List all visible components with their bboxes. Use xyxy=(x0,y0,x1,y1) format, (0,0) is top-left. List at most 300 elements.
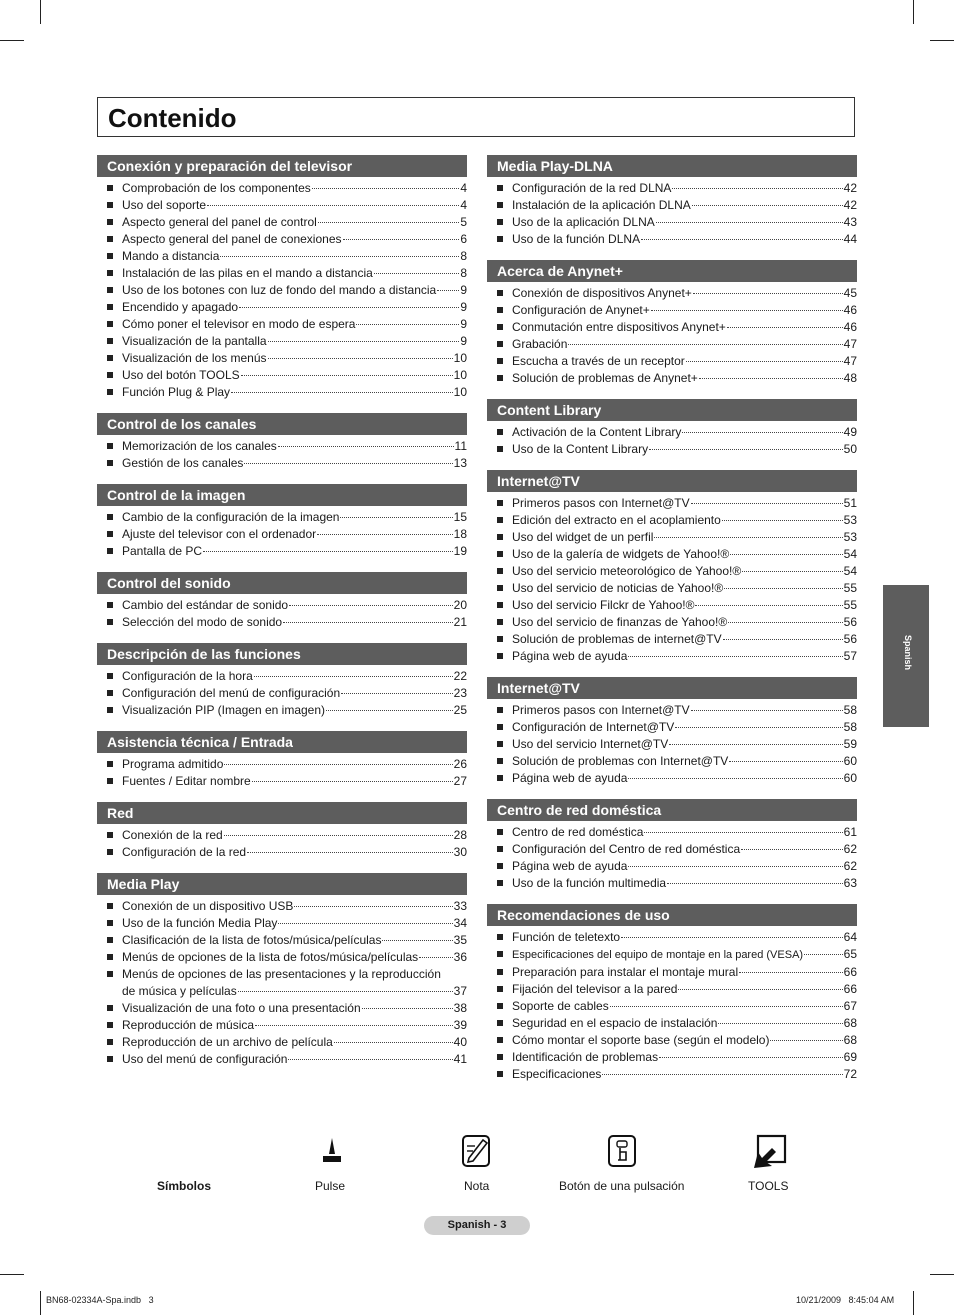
toc-section xyxy=(97,413,467,472)
toc-section xyxy=(487,677,857,787)
footer-file-name: BN68-02334A-Spa.indb 3 xyxy=(46,1295,154,1305)
toc-entry-label: Grabación xyxy=(512,337,568,351)
bullet-icon xyxy=(497,307,503,313)
dot-leader xyxy=(224,764,452,765)
toc-entry[interactable] xyxy=(97,966,467,983)
symbol-label: TOOLS xyxy=(748,1179,789,1193)
toc-entry-label: de música y películas xyxy=(122,984,237,998)
toc-entry[interactable] xyxy=(97,844,467,861)
toc-entry-page: 67 xyxy=(843,999,857,1013)
side-tab-label: Spanish xyxy=(903,635,913,671)
dot-leader xyxy=(654,537,842,538)
section-heading: Descripción de las funciones xyxy=(97,643,467,665)
toc-entry-label: Uso de la función DLNA xyxy=(512,232,641,246)
dot-leader xyxy=(341,693,453,694)
toc-item-list xyxy=(487,421,857,458)
toc-entry-page: 15 xyxy=(453,510,467,524)
dot-leader xyxy=(343,239,460,240)
toc-item-list xyxy=(487,926,857,1083)
toc-entry[interactable] xyxy=(97,756,467,773)
bullet-icon xyxy=(497,358,503,364)
toc-entry[interactable] xyxy=(487,964,857,981)
toc-entry[interactable] xyxy=(97,1017,467,1034)
toc-entry[interactable] xyxy=(487,841,857,858)
dot-leader xyxy=(741,849,843,850)
toc-entry[interactable] xyxy=(487,770,857,787)
toc-entry-page: 66 xyxy=(843,965,857,979)
toc-entry-label: Ajuste del televisor con el ordenador xyxy=(122,527,317,541)
toc-entry[interactable] xyxy=(97,898,467,915)
section-heading: Centro de red doméstica xyxy=(487,799,857,821)
bullet-icon xyxy=(107,321,113,327)
toc-entry[interactable] xyxy=(97,1000,467,1017)
toc-entry-page: 47 xyxy=(843,354,857,368)
toc-entry-page: 55 xyxy=(843,598,857,612)
section-heading: Media Play-DLNA xyxy=(487,155,857,177)
toc-entry[interactable] xyxy=(487,197,857,214)
toc-entry-label: Programa admitido xyxy=(122,757,224,771)
dot-leader xyxy=(255,1025,453,1026)
bullet-icon xyxy=(497,185,503,191)
toc-item-list xyxy=(97,824,467,861)
crop-mark xyxy=(930,1274,954,1275)
toc-section xyxy=(487,155,857,248)
toc-entry-label: Configuración de Internet@TV xyxy=(512,720,675,734)
dot-leader xyxy=(288,1059,452,1060)
toc-entry-label: Conexión de un dispositivo USB xyxy=(122,899,294,913)
dot-leader xyxy=(268,341,460,342)
dot-leader xyxy=(722,520,843,521)
symbol-label: Pulse xyxy=(315,1179,346,1193)
toc-entry-page: 8 xyxy=(460,266,467,280)
toc-entry[interactable] xyxy=(487,824,857,841)
toc-entry[interactable] xyxy=(487,929,857,946)
dot-leader xyxy=(238,991,453,992)
bullet-icon xyxy=(107,236,113,242)
toc-entry[interactable] xyxy=(487,424,857,441)
toc-entry-page: 53 xyxy=(843,513,857,527)
toc-entry-page: 6 xyxy=(460,232,467,246)
toc-entry-label: Uso del servicio Internet@TV xyxy=(512,737,669,751)
toc-entry[interactable] xyxy=(97,668,467,685)
dot-leader xyxy=(699,378,843,379)
toc-entry[interactable] xyxy=(97,932,467,949)
toc-entry[interactable] xyxy=(487,648,857,665)
dot-leader xyxy=(610,1006,843,1007)
dot-leader xyxy=(254,676,453,677)
toc-entry-page: 45 xyxy=(843,286,857,300)
note-icon xyxy=(461,1134,493,1173)
toc-entry-page: 51 xyxy=(843,496,857,510)
toc-entry[interactable] xyxy=(97,316,467,333)
toc-entry[interactable] xyxy=(487,1066,857,1083)
toc-entry[interactable] xyxy=(97,614,467,631)
toc-entry[interactable] xyxy=(97,827,467,844)
toc-entry-label: Conmutación entre dispositivos Anynet+ xyxy=(512,320,726,334)
toc-entry[interactable] xyxy=(487,597,857,614)
section-heading: Recomendaciones de uso xyxy=(487,904,857,926)
toc-entry-label: Instalación de la aplicación DLNA xyxy=(512,198,691,212)
toc-entry[interactable] xyxy=(487,702,857,719)
toc-entry[interactable] xyxy=(97,1034,467,1051)
bullet-icon xyxy=(107,602,113,608)
toc-entry[interactable] xyxy=(487,736,857,753)
toc-entry[interactable] xyxy=(97,949,467,966)
toc-section xyxy=(97,572,467,631)
dot-leader xyxy=(682,432,842,433)
toc-entry-label: Preparación para instalar el montaje mural xyxy=(512,965,739,979)
bullet-icon xyxy=(107,920,113,926)
toc-entry[interactable] xyxy=(487,214,857,231)
bullet-icon xyxy=(497,1071,503,1077)
toc-entry-label: Uso del servicio meteorológico de Yahoo!® xyxy=(512,564,742,578)
bullet-icon xyxy=(497,619,503,625)
toc-item-list xyxy=(97,177,467,401)
toc-entry-page: 48 xyxy=(843,371,857,385)
dot-leader xyxy=(312,188,460,189)
toc-entry-continuation[interactable] xyxy=(97,983,467,1000)
toc-entry-label: Aspecto general del panel de conexiones xyxy=(122,232,342,246)
bullet-icon xyxy=(107,971,113,977)
toc-entry[interactable] xyxy=(487,875,857,892)
toc-entry-label: Uso del soporte xyxy=(122,198,207,212)
symbol-label: Nota xyxy=(464,1179,490,1193)
toc-entry[interactable] xyxy=(487,858,857,875)
toc-entry[interactable] xyxy=(97,685,467,702)
bullet-icon xyxy=(107,903,113,909)
toc-entry[interactable] xyxy=(487,631,857,648)
toc-entry[interactable] xyxy=(97,597,467,614)
toc-entry-page: 46 xyxy=(843,320,857,334)
toc-entry[interactable] xyxy=(487,614,857,631)
toc-entry-page: 21 xyxy=(453,615,467,629)
section-heading: Control de la imagen xyxy=(97,484,467,506)
toc-entry[interactable] xyxy=(487,441,857,458)
bullet-icon xyxy=(497,653,503,659)
bullet-icon xyxy=(497,969,503,975)
bullet-icon xyxy=(497,1037,503,1043)
bullet-icon xyxy=(107,287,113,293)
toc-entry[interactable] xyxy=(97,282,467,299)
toc-entry[interactable] xyxy=(97,384,467,401)
toc-entry-label: Solución de problemas de Anynet+ xyxy=(512,371,698,385)
toc-entry[interactable] xyxy=(97,773,467,790)
dot-leader xyxy=(641,239,843,240)
dot-leader xyxy=(244,463,452,464)
toc-entry-label: Página web de ayuda xyxy=(512,859,628,873)
toc-entry-label: Conexión de dispositivos Anynet+ xyxy=(512,286,692,300)
section-heading: Internet@TV xyxy=(487,470,857,492)
dot-leader xyxy=(728,622,842,623)
toc-entry-page: 66 xyxy=(843,982,857,996)
toc-item-list xyxy=(97,435,467,472)
crop-mark xyxy=(40,1291,41,1315)
section-heading: Acerca de Anynet+ xyxy=(487,260,857,282)
toc-entry-label: Configuración del menú de configuración xyxy=(122,686,341,700)
dot-leader xyxy=(730,554,842,555)
toc-entry-page: 10 xyxy=(453,351,467,365)
toc-entry[interactable] xyxy=(487,546,857,563)
toc-entry-page: 68 xyxy=(843,1016,857,1030)
toc-entry-label: Configuración de la red DLNA xyxy=(512,181,672,195)
toc-entry[interactable] xyxy=(487,302,857,319)
dot-leader xyxy=(239,307,459,308)
toc-entry[interactable] xyxy=(487,180,857,197)
dot-leader xyxy=(695,605,842,606)
toc-entry-page: 60 xyxy=(843,771,857,785)
toc-entry[interactable] xyxy=(487,285,857,302)
toc-entry[interactable] xyxy=(487,370,857,387)
toc-entry-label: Configuración de Anynet+ xyxy=(512,303,650,317)
bullet-icon xyxy=(107,1039,113,1045)
bullet-icon xyxy=(497,534,503,540)
toc-entry-page: 64 xyxy=(843,930,857,944)
toc-entry-page: 56 xyxy=(843,615,857,629)
dot-leader xyxy=(727,327,843,328)
toc-entry-page: 63 xyxy=(843,876,857,890)
dot-leader xyxy=(294,906,452,907)
toc-entry[interactable] xyxy=(487,946,857,964)
toc-entry-page: 9 xyxy=(460,283,467,297)
bullet-icon xyxy=(497,568,503,574)
toc-entry[interactable] xyxy=(97,214,467,231)
toc-entry[interactable] xyxy=(97,350,467,367)
toc-left-column xyxy=(97,155,467,1080)
toc-entry-label: Cambio del estándar de sonido xyxy=(122,598,289,612)
bullet-icon xyxy=(107,460,113,466)
bullet-icon xyxy=(497,934,503,940)
toc-entry-page: 11 xyxy=(454,439,467,453)
bullet-icon xyxy=(497,724,503,730)
bullet-icon xyxy=(497,758,503,764)
dot-leader xyxy=(672,188,842,189)
toc-entry-label: Mando a distancia xyxy=(122,249,220,263)
toc-item-list xyxy=(97,506,467,560)
bullet-icon xyxy=(497,1020,503,1026)
toc-entry-label: Fijación del televisor a la pared xyxy=(512,982,678,996)
bullet-icon xyxy=(497,1054,503,1060)
toc-entry-label: Centro de red doméstica xyxy=(512,825,644,839)
dot-leader xyxy=(649,449,843,450)
bullet-icon xyxy=(497,202,503,208)
toc-entry-page: 9 xyxy=(460,334,467,348)
bullet-icon xyxy=(107,548,113,554)
toc-section xyxy=(97,731,467,790)
dot-leader xyxy=(252,781,453,782)
toc-entry-label: Aspecto general del panel de control xyxy=(122,215,317,229)
toc-entry[interactable] xyxy=(97,248,467,265)
bullet-icon xyxy=(107,355,113,361)
toc-entry-page: 42 xyxy=(843,181,857,195)
dot-leader xyxy=(220,256,459,257)
dot-leader xyxy=(241,375,453,376)
toc-entry-label: Uso de la Content Library xyxy=(512,442,649,456)
bullet-icon xyxy=(107,849,113,855)
toc-entry[interactable] xyxy=(97,299,467,316)
toc-entry-page: 68 xyxy=(843,1033,857,1047)
toc-entry-label: Escucha a través de un receptor xyxy=(512,354,685,368)
toc-entry-label: Uso del servicio de finanzas de Yahoo!® xyxy=(512,615,728,629)
toc-section xyxy=(97,873,467,1068)
toc-entry-label: Encendido y apagado xyxy=(122,300,239,314)
toc-entry[interactable] xyxy=(97,915,467,932)
toc-entry-label: Uso del botón TOOLS xyxy=(122,368,240,382)
toc-entry[interactable] xyxy=(487,981,857,998)
toc-entry-page: 38 xyxy=(453,1001,467,1015)
toc-entry[interactable] xyxy=(487,998,857,1015)
bullet-icon xyxy=(497,517,503,523)
toc-entry-label: Especificaciones xyxy=(512,1067,602,1081)
bullet-icon xyxy=(107,954,113,960)
bullet-icon xyxy=(107,832,113,838)
toc-entry[interactable] xyxy=(97,455,467,472)
toc-entry-page: 28 xyxy=(453,828,467,842)
bullet-icon xyxy=(497,863,503,869)
toc-entry-label: Primeros pasos con Internet@TV xyxy=(512,703,690,717)
toc-entry[interactable] xyxy=(487,512,857,529)
toc-entry[interactable] xyxy=(487,753,857,770)
crop-mark xyxy=(0,40,24,41)
toc-entry-label: Soporte de cables xyxy=(512,999,609,1013)
toc-entry-label: Gestión de los canales xyxy=(122,456,244,470)
bullet-icon xyxy=(497,375,503,381)
toc-entry-label: Función de teletexto xyxy=(512,930,621,944)
toc-entry[interactable] xyxy=(97,333,467,350)
toc-entry[interactable] xyxy=(487,1032,857,1049)
toc-entry-label: Uso de la función multimedia xyxy=(512,876,667,890)
toc-entry-page: 10 xyxy=(453,385,467,399)
dot-leader xyxy=(268,358,453,359)
dot-leader xyxy=(318,222,460,223)
toc-entry[interactable] xyxy=(487,336,857,353)
toc-entry-page: 54 xyxy=(843,547,857,561)
toc-entry[interactable] xyxy=(97,197,467,214)
dot-leader xyxy=(628,778,842,779)
toc-entry-label: Reproducción de música xyxy=(122,1018,255,1032)
toc-entry[interactable] xyxy=(487,563,857,580)
title-box xyxy=(97,97,855,137)
dot-leader xyxy=(207,205,459,206)
toc-entry[interactable] xyxy=(97,231,467,248)
toc-entry-label: Configuración del Centro de red doméstica xyxy=(512,842,741,856)
bullet-icon xyxy=(107,619,113,625)
toc-entry-label: Solución de problemas de internet@TV xyxy=(512,632,722,646)
toc-entry-page: 58 xyxy=(843,703,857,717)
toc-entry[interactable] xyxy=(487,1015,857,1032)
bullet-icon xyxy=(107,270,113,276)
toc-entry-label: Cómo poner el televisor en modo de espera xyxy=(122,317,356,331)
toc-entry[interactable] xyxy=(487,580,857,597)
toc-entry[interactable] xyxy=(487,231,857,248)
symbol-label: Botón de una pulsación xyxy=(559,1179,685,1193)
toc-section xyxy=(97,802,467,861)
toc-entry-label: Seguridad en el espacio de instalación xyxy=(512,1016,718,1030)
toc-entry[interactable] xyxy=(487,319,857,336)
toc-section xyxy=(97,484,467,560)
toc-entry-label: Uso de la aplicación DLNA xyxy=(512,215,655,229)
toc-entry[interactable] xyxy=(97,543,467,560)
toc-entry-page: 62 xyxy=(843,842,857,856)
toc-entry-label: Identificación de problemas xyxy=(512,1050,659,1064)
toc-entry-label: Página web de ayuda xyxy=(512,771,628,785)
toc-entry[interactable] xyxy=(487,1049,857,1066)
bullet-icon xyxy=(107,253,113,259)
toc-entry-label: Menús de opciones de la lista de fotos/música/películas xyxy=(122,950,419,964)
dot-leader xyxy=(203,551,453,552)
bullet-icon xyxy=(107,937,113,943)
toc-entry-label: Conexión de la red xyxy=(122,828,223,842)
dot-leader xyxy=(723,639,843,640)
toc-entry[interactable] xyxy=(97,367,467,384)
crop-mark xyxy=(0,1274,24,1275)
symbols-legend xyxy=(0,1130,954,1200)
toc-entry[interactable] xyxy=(487,495,857,512)
toc-entry[interactable] xyxy=(97,265,467,282)
toc-entry-page: 36 xyxy=(453,950,467,964)
dot-leader xyxy=(667,883,843,884)
toc-entry[interactable] xyxy=(487,719,857,736)
dot-leader xyxy=(317,534,453,535)
toc-entry[interactable] xyxy=(97,702,467,719)
dot-leader xyxy=(644,832,842,833)
toc-entry-label: Visualización de la pantalla xyxy=(122,334,267,348)
toc-entry[interactable] xyxy=(97,180,467,197)
bullet-icon xyxy=(497,585,503,591)
crop-mark xyxy=(40,0,41,24)
toc-entry-page: 30 xyxy=(453,845,467,859)
toc-entry-page: 47 xyxy=(843,337,857,351)
toc-entry-page: 50 xyxy=(843,442,857,456)
toc-entry[interactable] xyxy=(487,529,857,546)
toc-entry[interactable] xyxy=(97,1051,467,1068)
section-heading: Content Library xyxy=(487,399,857,421)
bullet-icon xyxy=(497,341,503,347)
toc-entry-label: Uso de la galería de widgets de Yahoo!® xyxy=(512,547,730,561)
dot-leader xyxy=(739,972,843,973)
toc-entry-page: 4 xyxy=(460,181,467,195)
section-heading: Internet@TV xyxy=(487,677,857,699)
toc-entry[interactable] xyxy=(97,526,467,543)
toc-entry-page: 4 xyxy=(460,198,467,212)
symbols-heading: Símbolos xyxy=(157,1179,212,1193)
dot-leader xyxy=(656,222,843,223)
dot-leader xyxy=(437,290,459,291)
toc-entry-page: 42 xyxy=(843,198,857,212)
page-title: Contenido xyxy=(108,103,237,133)
toc-item-list xyxy=(97,665,467,719)
toc-entry-label: Función Plug & Play xyxy=(122,385,231,399)
toc-entry-label: Uso de la función Media Play xyxy=(122,916,278,930)
toc-entry-label: Uso del servicio de noticias de Yahoo!® xyxy=(512,581,724,595)
toc-entry[interactable] xyxy=(97,438,467,455)
toc-entry-label: Instalación de las pilas en el mando a distancia xyxy=(122,266,373,280)
toc-entry-label: Activación de la Content Library xyxy=(512,425,682,439)
toc-entry-page: 9 xyxy=(460,300,467,314)
toc-entry-page: 62 xyxy=(843,859,857,873)
dot-leader xyxy=(419,957,452,958)
dot-leader xyxy=(334,1042,453,1043)
toc-entry-label: Fuentes / Editar nombre xyxy=(122,774,251,788)
dot-leader xyxy=(374,273,459,274)
toc-entry-label: Especificaciones del equipo de montaje en la pared (VESA) xyxy=(512,949,804,961)
toc-entry-page: 65 xyxy=(843,947,857,961)
bullet-icon xyxy=(497,290,503,296)
toc-entry[interactable] xyxy=(487,353,857,370)
toc-entry[interactable] xyxy=(97,509,467,526)
toc-entry-label: Visualización de los menús xyxy=(122,351,267,365)
bullet-icon xyxy=(107,219,113,225)
crop-mark xyxy=(913,1291,914,1315)
